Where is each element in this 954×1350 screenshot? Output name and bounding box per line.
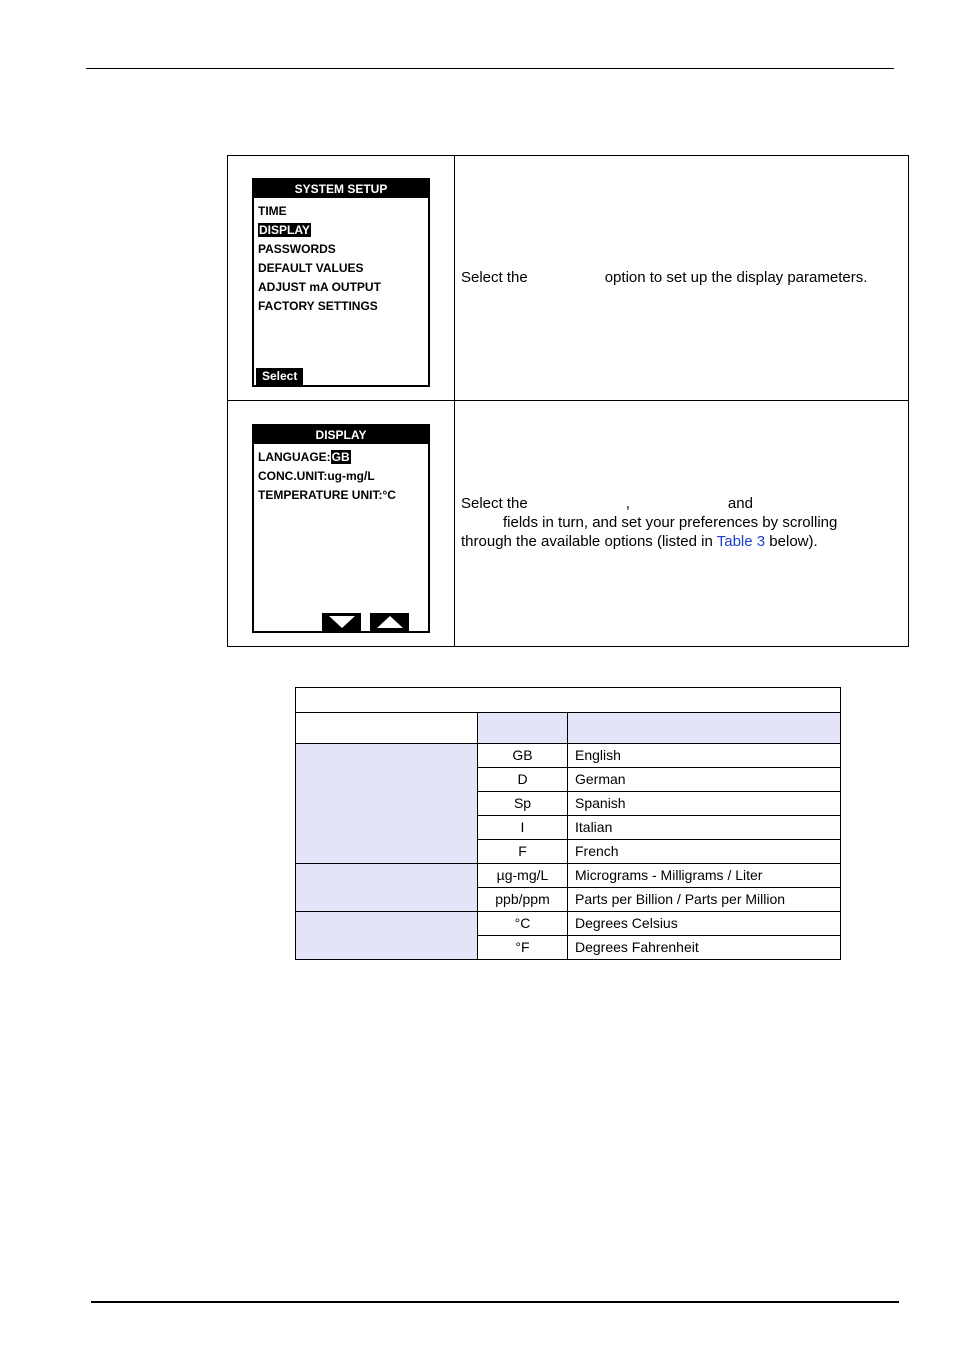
table-row <box>478 912 840 936</box>
step-2-line-1: Select the , and <box>461 495 753 512</box>
option-code: F <box>478 840 568 863</box>
table-row <box>478 816 840 840</box>
group-cell-language <box>296 744 478 864</box>
option-code: µg-mg/L <box>478 864 568 887</box>
system-setup-screen <box>252 178 430 387</box>
footer-rule <box>91 1301 899 1303</box>
header-rule <box>86 68 894 69</box>
down-arrow-button[interactable] <box>322 613 361 631</box>
option-meaning: German <box>575 771 626 787</box>
procedure-step-2 <box>228 402 908 647</box>
screen-title: SYSTEM SETUP <box>254 180 428 198</box>
header-cell-field <box>296 713 478 743</box>
group-cell-temperature-unit <box>296 912 478 959</box>
display-settings-screen <box>252 424 430 633</box>
menu-item-default-values[interactable]: DEFAULT VALUES <box>258 261 364 275</box>
option-meaning: French <box>575 843 619 859</box>
table-3-link[interactable]: Table 3 <box>716 533 766 550</box>
table-row <box>478 864 840 888</box>
menu-item-adjust-ma-output[interactable]: ADJUST mA OUTPUT <box>258 280 381 294</box>
option-code: I <box>478 816 568 839</box>
step-1-description: Select the option to set up the display parameters. <box>461 269 868 286</box>
option-meaning: Micrograms - Milligrams / Liter <box>575 867 763 883</box>
procedure-step-1 <box>228 156 908 401</box>
option-meaning: Parts per Billion / Parts per Million <box>575 891 786 907</box>
screen-title: DISPLAY <box>254 426 428 444</box>
up-arrow-icon <box>377 616 403 628</box>
option-code: °F <box>478 936 568 959</box>
step-2-line-3: through the available options (listed in Table 3 below). <box>461 533 818 550</box>
select-softkey[interactable]: Select <box>256 368 303 385</box>
conc-unit-field[interactable]: CONC.UNIT:ug-mg/L <box>258 469 375 483</box>
menu-item-factory-settings[interactable]: FACTORY SETTINGS <box>258 299 378 313</box>
table-row <box>478 744 840 768</box>
up-arrow-button[interactable] <box>370 613 409 631</box>
group-cell-concentration-unit <box>296 864 478 912</box>
option-meaning: Degrees Celsius <box>575 915 678 931</box>
option-meaning: Degrees Fahrenheit <box>575 939 699 955</box>
table-header-row <box>296 713 840 744</box>
table-row <box>478 840 840 864</box>
display-options-table <box>295 687 841 960</box>
procedure-table <box>227 155 909 647</box>
option-meaning: Spanish <box>575 795 626 811</box>
option-code: GB <box>478 744 568 767</box>
table-row <box>478 888 840 912</box>
language-field[interactable]: LANGUAGE:GB <box>258 450 350 464</box>
option-meaning: English <box>575 747 621 763</box>
down-arrow-icon <box>329 616 355 628</box>
table-caption-row <box>296 688 840 713</box>
temperature-unit-field[interactable]: TEMPERATURE UNIT:°C <box>258 488 396 502</box>
table-row <box>478 768 840 792</box>
menu-item-passwords[interactable]: PASSWORDS <box>258 242 336 256</box>
menu-item-display[interactable]: DISPLAY <box>259 223 310 237</box>
table-row <box>478 936 840 960</box>
header-cell-description <box>568 713 840 743</box>
language-value: GB <box>331 450 350 464</box>
table-row <box>478 792 840 816</box>
step-2-description <box>461 494 901 551</box>
option-code: °C <box>478 912 568 935</box>
option-code: D <box>478 768 568 791</box>
menu-item-time[interactable]: TIME <box>258 204 287 218</box>
header-cell-option <box>478 713 568 743</box>
option-code: ppb/ppm <box>478 888 568 911</box>
option-code: Sp <box>478 792 568 815</box>
step-2-line-2: fields in turn, and set your preferences by scrolling <box>503 514 838 531</box>
option-meaning: Italian <box>575 819 613 835</box>
